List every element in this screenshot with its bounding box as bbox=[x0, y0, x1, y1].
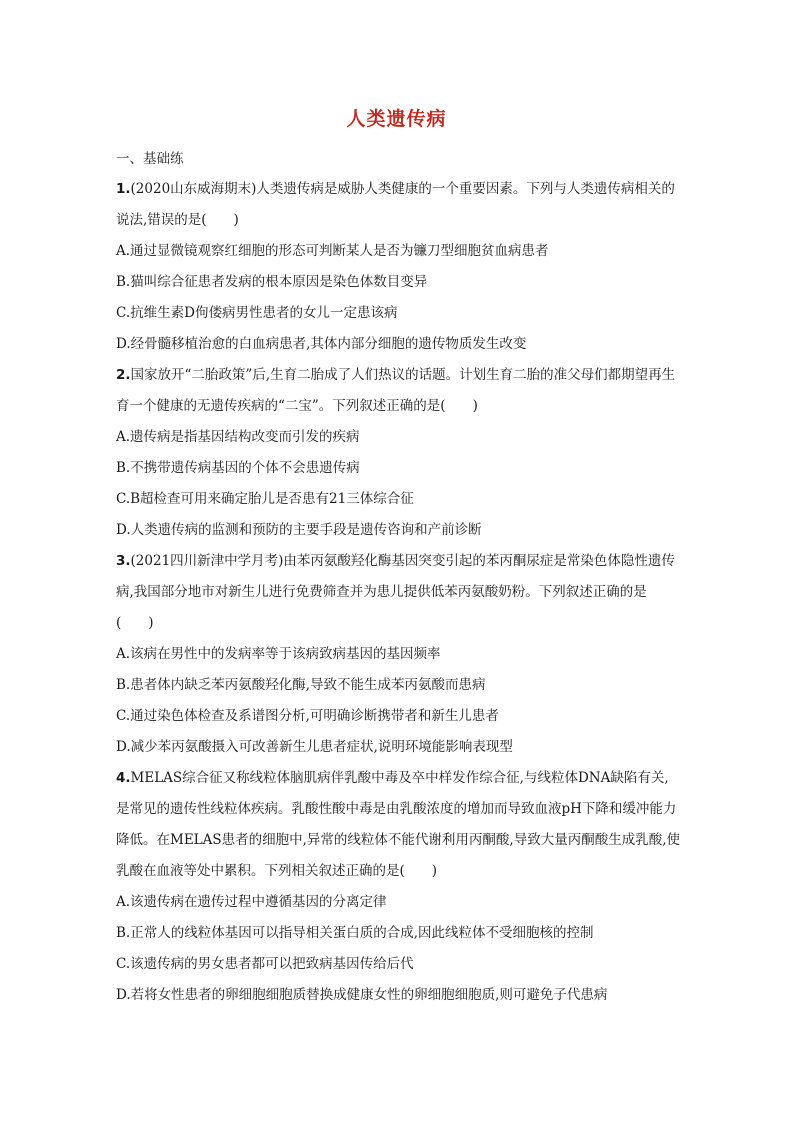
question-number: 1. bbox=[116, 181, 131, 197]
question-3-stem bbox=[116, 546, 681, 639]
question-1-option-a: A.通过显微镜观察红细胞的形态可判断某人是否为镰刀型细胞贫血病患者 bbox=[116, 243, 549, 259]
question-3-option-a: A.该病在男性中的发病率等于该病致病基因的基因频率 bbox=[116, 646, 441, 662]
page-title: 人类遗传病 bbox=[346, 108, 447, 130]
question-1-stem bbox=[116, 174, 681, 236]
question-2-option-c: C.B超检查可用来确定胎儿是否患有21三体综合征 bbox=[116, 491, 414, 507]
question-1-option-d: D.经骨髓移植治愈的白血病患者,其体内部分细胞的遗传物质发生改变 bbox=[116, 336, 527, 352]
question-3-option-c: C.通过染色体检查及系谱图分析,可明确诊断携带者和新生儿患者 bbox=[116, 708, 499, 724]
question-text: 国家放开“二胎政策”后,生育二胎成了人们热议的话题。计划生育二胎的准父母们都期望再生育一个健康的无遗传疾病的“二宝”。下列叙述正确的是( ) bbox=[116, 367, 676, 414]
question-number: 4. bbox=[116, 770, 131, 786]
question-1-option-c: C.抗维生素D佝偻病男性患者的女儿一定患该病 bbox=[116, 305, 398, 321]
question-2-option-b: B.不携带遗传病基因的个体不会患遗传病 bbox=[116, 460, 360, 476]
question-4-stem bbox=[116, 763, 681, 887]
question-4-option-a: A.该遗传病在遗传过程中遵循基因的分离定律 bbox=[116, 894, 387, 910]
question-2-stem bbox=[116, 360, 681, 422]
question-number: 3. bbox=[116, 553, 131, 569]
question-1-option-b: B.猫叫综合征患者发病的根本原因是染色体数目变异 bbox=[116, 274, 428, 290]
question-2-option-d: D.人类遗传病的监测和预防的主要手段是遗传咨询和产前诊断 bbox=[116, 522, 482, 538]
question-number: 2. bbox=[116, 367, 131, 383]
question-3-option-d: D.减少苯丙氨酸摄入可改善新生儿患者症状,说明环境能影响表现型 bbox=[116, 739, 513, 755]
section-heading: 一、基础练 bbox=[116, 151, 184, 167]
question-2-option-a: A.遗传病是指基因结构改变而引发的疾病 bbox=[116, 429, 360, 445]
question-list bbox=[116, 174, 681, 1011]
question-4-option-b: B.正常人的线粒体基因可以指导相关蛋白质的合成,因此线粒体不受细胞核的控制 bbox=[116, 925, 594, 941]
question-text: (2021四川新津中学月考)由苯丙氨酸羟化酶基因突变引起的苯丙酮尿症是常染色体隐性遗传病,我国部分地市对新生儿进行免费筛查并为患儿提供低苯丙氨酸奶粉。下列叙述正确的是( ) bbox=[116, 553, 675, 631]
question-4-option-c: C.该遗传病的男女患者都可以把致病基因传给后代 bbox=[116, 956, 414, 972]
question-text: (2020山东威海期末)人类遗传病是威胁人类健康的一个重要因素。下列与人类遗传病相关的说法,错误的是( ) bbox=[116, 181, 675, 228]
question-3-option-b: B.患者体内缺乏苯丙氨酸羟化酶,导致不能生成苯丙氨酸而患病 bbox=[116, 677, 486, 693]
question-4-option-d: D.若将女性患者的卵细胞细胞质替换成健康女性的卵细胞细胞质,则可避免子代患病 bbox=[116, 987, 608, 1003]
question-text: MELAS综合征又称线粒体脑肌病伴乳酸中毒及卒中样发作综合征,与线粒体DNA缺陷有关,是常见的遗传性线粒体疾病。乳酸性酸中毒是由乳酸浓度的增加而导致血液pH下降和缓冲能力降低。在MELAS患者的细胞中,异常的线粒体不能代谢利用丙酮酸,导致大量丙酮酸生成乳酸,使乳酸在血液等处中累积。下列相关叙述正确的是( ) bbox=[116, 770, 681, 879]
